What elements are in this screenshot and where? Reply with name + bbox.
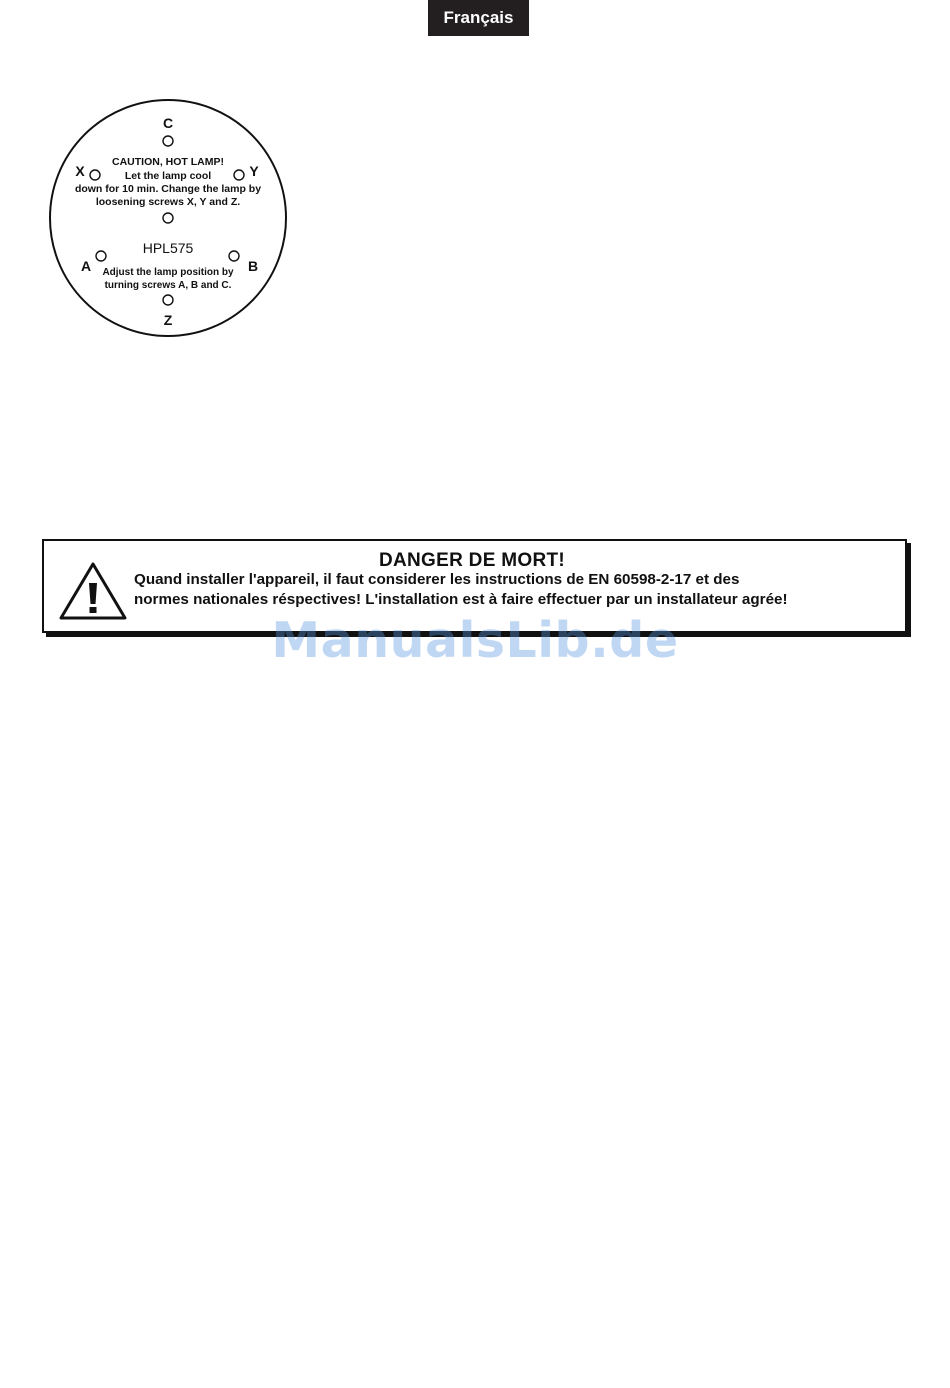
adjust-line-2: turning screws A, B and C. <box>104 280 232 291</box>
screw-label-x: X <box>75 163 85 179</box>
screw-label-b: B <box>247 258 259 274</box>
screw-label-y: Y <box>249 163 259 179</box>
caution-line-2: Let the lamp cool <box>124 170 212 182</box>
screw-label-a: A <box>80 258 92 274</box>
lamp-model-label: HPL575 <box>142 240 194 256</box>
caution-line-3: down for 10 min. Change the lamp by <box>74 183 262 195</box>
adjust-line-1: Adjust the lamp position by <box>102 267 234 278</box>
screw-label-z: Z <box>163 312 173 328</box>
danger-text <box>134 570 904 610</box>
language-tab: Français <box>428 0 529 36</box>
lamp-diagram-svg <box>40 95 295 345</box>
watermark: ManualsLib.de <box>271 612 679 669</box>
screw-label-c: C <box>162 115 174 131</box>
danger-line-2: normes nationales réspectives! L'installation est à faire effectuer par un installateur agrée! <box>134 591 788 608</box>
danger-title: DANGER DE MORT! <box>378 550 566 571</box>
lamp-diagram <box>40 95 295 345</box>
caution-line-1: CAUTION, HOT LAMP! <box>112 156 224 168</box>
danger-line-1: Quand installer l'appareil, il faut considerer les instructions de EN 60598-2-17 et des <box>134 571 740 588</box>
caution-line-4: loosening screws X, Y and Z. <box>95 196 241 208</box>
